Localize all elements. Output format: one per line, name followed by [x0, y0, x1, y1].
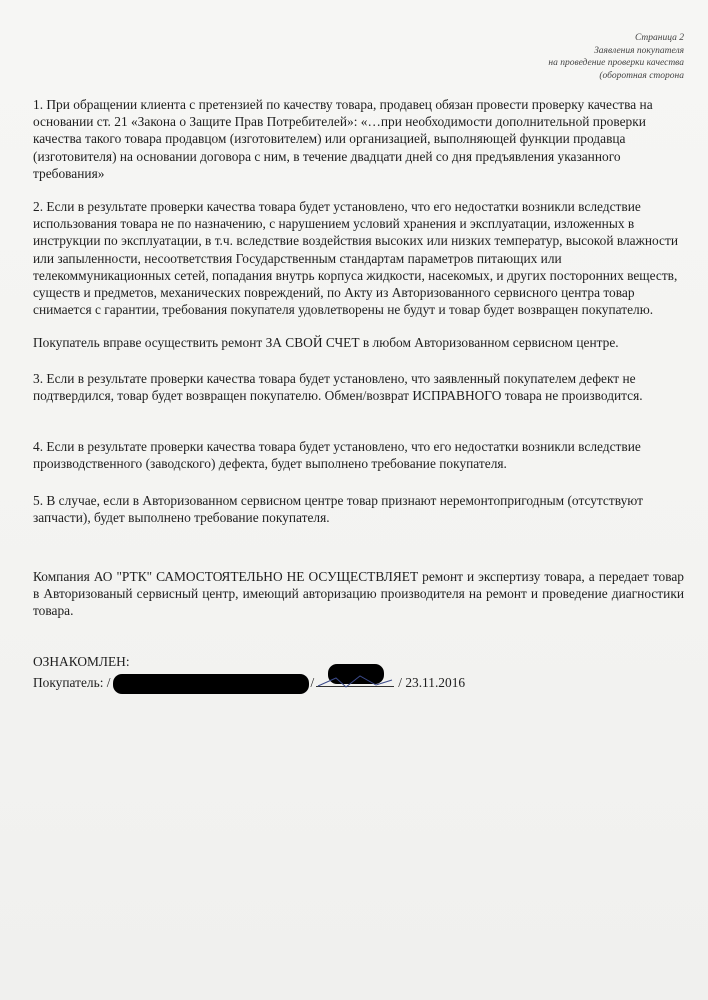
header-page-number: Страница 2	[634, 33, 684, 43]
signature-field	[316, 674, 394, 687]
acknowledged-label: ОЗНАКОМЛЕН:	[33, 654, 130, 669]
redacted-buyer-name	[113, 674, 309, 694]
paragraph-2: 2. Если в результате проверки качества товара будет установлено, что его недостатки возникли вследствие использования товара не по назначению, с нарушением условий хранения и эксплуатации, изложенных в инструкции по эксплуатации, в т.ч. вследствие воздействия высоких или низких температур, высокой влажности или запыленности, несоответствия Государственным стандартам параметров питающих или телекоммуникационных сетей, попадания внутрь корпуса жидкости, насекомых, и других посторонних веществ, существ и предметов, механических повреждений, по Акту из Авторизованного сервисного центра товар снимается с гарантии, требования покупателя удовлетворены не будут и товар будет возвращен покупателю.	[33, 199, 679, 318]
paragraph-1: 1. При обращении клиента с претензией по качеству товара, продавец обязан провести проверку качества на основании ст. 21 «Закона о Защите Прав Потребителей»: «…при необходимости дополнительной проверки качества такого товара продавцом (изготовителем) или организацией, выполняющей функции продавца (изготовителя) на основании договора с ним, в течение двадцати дней со дня предъявления указанного требования»	[33, 97, 653, 181]
company-notice: Компания АО "РТК" САМОСТОЯТЕЛЬНО НЕ ОСУЩЕСТВЛЯЕТ ремонт и экспертизу товара, а передает товар в Авторизованый сервисный центр, имеющий авторизацию производителя на ремонт и проведение диагностики товара.	[33, 569, 684, 619]
separator: /	[310, 675, 315, 691]
paragraph-5: 5. В случае, если в Авторизованном сервисном центре товар признают неремонтопригодным (отсутствуют запчасти), будет выполнено требование покупателя.	[33, 493, 643, 526]
page-header	[548, 32, 684, 82]
paragraph-3: 3. Если в результате проверки качества товара будет установлено, что заявленный покупателем дефект не подтвердился, товар будет возвращен покупателю. Обмен/возврат ИСПРАВНОГО товара не производится.	[33, 371, 643, 404]
signature-date: / 23.11.2016	[398, 675, 466, 691]
buyer-label: Покупатель: /	[33, 675, 111, 691]
signature-scribble-icon	[316, 672, 394, 690]
header-doc-side: (оборотная сторона	[599, 70, 684, 81]
header-doc-title: Заявления покупателя	[594, 45, 684, 56]
paragraph-4: 4. Если в результате проверки качества товара будет установлено, что его недостатки возникли вследствие производственного (заводского) дефекта, будет выполнено требование покупателя.	[33, 439, 641, 472]
paragraph-2-note: Покупатель вправе осуществить ремонт ЗА СВОЙ СЧЕТ в любом Авторизованном сервисном центре.	[33, 335, 619, 350]
header-doc-subtitle: на проведение проверки качества	[548, 58, 684, 68]
buyer-signature-line	[33, 674, 465, 694]
